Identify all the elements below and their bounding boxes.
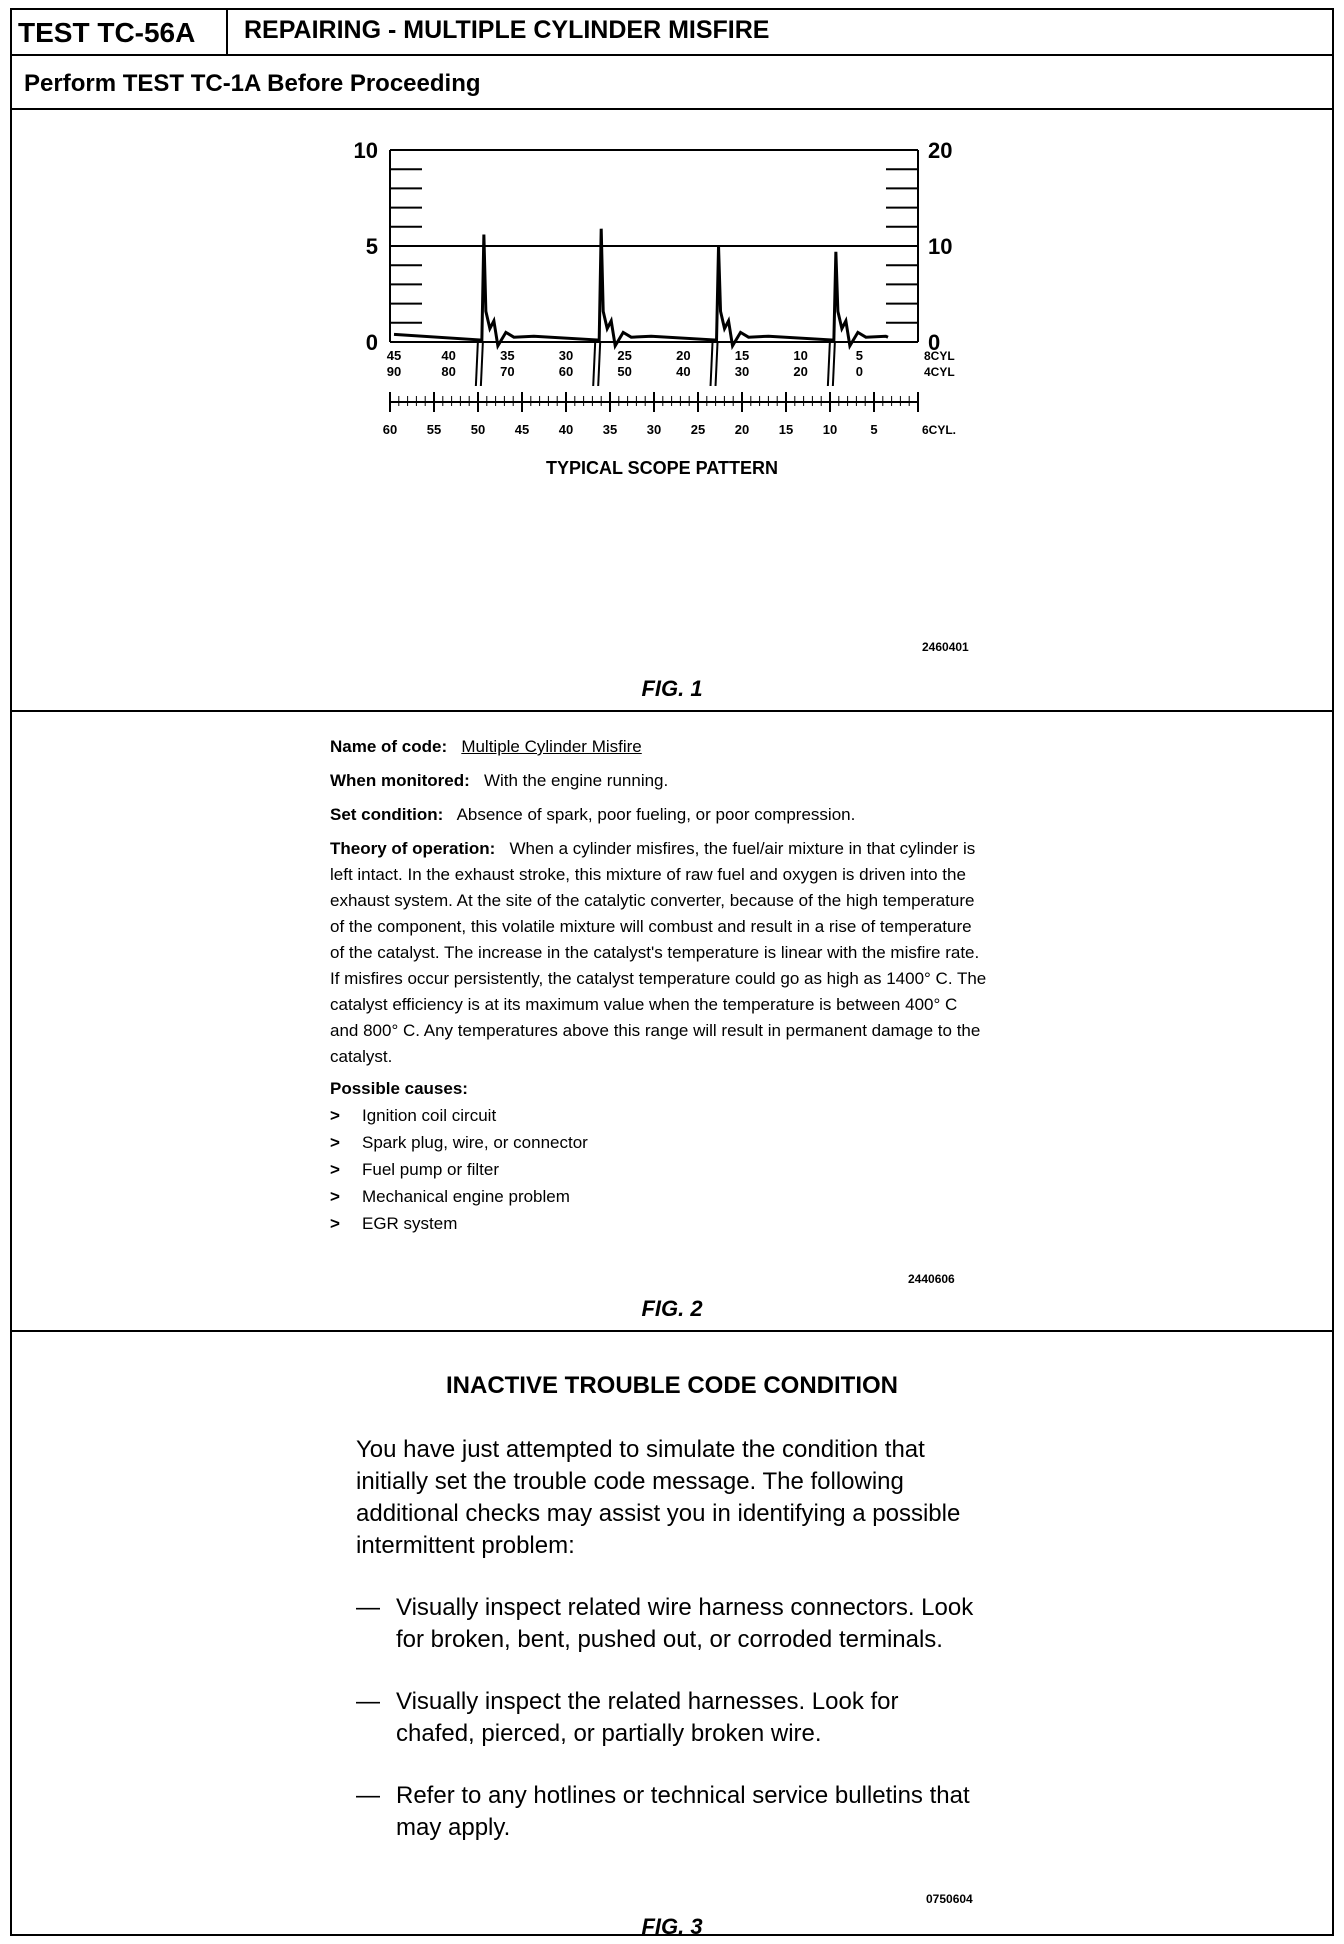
when-monitored-value: With the engine running. — [483, 771, 669, 790]
scale-6cyl-unit: 6CYL. — [922, 423, 957, 437]
scale-8cyl-label: 10 — [793, 348, 808, 363]
scale-4cyl-unit: 4CYL — [924, 365, 955, 379]
figure-2-panel — [12, 712, 1332, 1332]
figure-2-ref: 2440606 — [908, 1272, 955, 1286]
check-text: Visually inspect the related harnesses. Look for chafed, pierced, or partially broken wire. — [396, 1688, 899, 1747]
name-of-code-key: Name of code: — [330, 737, 448, 756]
scale-6cyl-label: 45 — [514, 422, 530, 437]
header-row — [12, 10, 1332, 56]
scale-marker — [716, 342, 718, 386]
check-text: Refer to any hotlines or technical service bulletins that may apply. — [396, 1782, 970, 1841]
possible-causes-heading — [330, 1076, 990, 1102]
figure-1-label: FIG. 1 — [641, 676, 703, 701]
scale-4cyl-label: 30 — [734, 364, 750, 379]
when-monitored-key: When monitored: — [330, 771, 470, 790]
scale-marker — [481, 342, 483, 386]
scale-8cyl-label: 5 — [855, 348, 863, 363]
scale-4cyl-label: 70 — [500, 364, 515, 379]
cause-item — [330, 1156, 990, 1183]
scale-6cyl-label: 20 — [734, 422, 750, 437]
cause-bullet: > — [330, 1133, 340, 1152]
check-item — [356, 1686, 976, 1750]
additional-checks-list — [356, 1592, 976, 1874]
cause-bullet: > — [330, 1214, 340, 1233]
y-tick-label-right: 0 — [928, 330, 941, 355]
theory-key: Theory of operation: — [330, 839, 496, 858]
figure-3-label: FIG. 3 — [641, 1914, 703, 1939]
prerequisite-row — [12, 56, 1332, 110]
scale-8cyl-label: 25 — [617, 348, 632, 363]
test-title: REPAIRING - MULTIPLE CYLINDER MISFIRE — [244, 16, 770, 44]
cause-bullet: > — [330, 1187, 340, 1206]
scale-8cyl-label: 20 — [676, 348, 691, 363]
cause-text: Spark plug, wire, or connector — [362, 1133, 588, 1152]
figure-2-label: FIG. 2 — [641, 1296, 703, 1321]
cause-item — [330, 1129, 990, 1156]
scale-4cyl-label: 60 — [558, 364, 574, 379]
check-dash: — — [356, 1782, 380, 1809]
inactive-intro: You have just attempted to simulate the condition that initially set the trouble code message. The following additional checks may assist you in identifying a possible intermittent problem: — [356, 1436, 961, 1559]
scale-6cyl-label: 35 — [602, 422, 618, 437]
when-monitored-line — [330, 768, 990, 794]
cause-text: Mechanical engine problem — [362, 1187, 570, 1206]
name-of-code-line — [330, 734, 990, 760]
scale-6cyl-label: 25 — [690, 422, 706, 437]
scale-8cyl-unit: 8CYL — [924, 349, 955, 363]
document-sheet — [10, 8, 1334, 1939]
y-tick-label-left: 0 — [365, 330, 378, 355]
scale-8cyl-label: 40 — [441, 348, 456, 363]
figure-1-panel — [12, 110, 1332, 712]
chart-title: TYPICAL SCOPE PATTERN — [545, 458, 779, 478]
y-tick-label-right: 10 — [928, 234, 953, 259]
y-tick-label-left: 10 — [353, 138, 378, 163]
scale-marker — [598, 342, 600, 386]
possible-causes-key: Possible causes: — [330, 1079, 468, 1098]
scale-marker — [711, 342, 713, 386]
set-condition-key: Set condition: — [330, 805, 444, 824]
set-condition-value: Absence of spark, poor fueling, or poor compression. — [456, 805, 856, 824]
scale-8cyl-label: 45 — [386, 348, 402, 363]
y-tick-label-right: 20 — [928, 138, 953, 163]
cause-text: Fuel pump or filter — [362, 1160, 499, 1179]
figure-1-ref: 2460401 — [922, 640, 969, 654]
y-tick-label-left: 5 — [365, 234, 378, 259]
scale-6cyl-label: 5 — [870, 422, 878, 437]
scale-6cyl-label: 50 — [470, 422, 486, 437]
scale-8cyl-label: 15 — [734, 348, 750, 363]
scale-8cyl-label: 35 — [500, 348, 515, 363]
theory-line — [330, 836, 990, 1070]
scale-marker — [828, 342, 830, 386]
cause-item — [330, 1183, 990, 1210]
scale-marker — [476, 342, 478, 386]
scale-4cyl-label: 50 — [617, 364, 632, 379]
scale-6cyl-label: 30 — [646, 422, 662, 437]
scale-marker — [593, 342, 595, 386]
set-condition-line — [330, 802, 990, 828]
cause-bullet: > — [330, 1106, 340, 1125]
scale-6cyl-label: 40 — [558, 422, 574, 437]
figure-3-panel — [12, 1332, 1332, 1939]
possible-causes-list — [330, 1102, 990, 1237]
scale-4cyl-label: 40 — [676, 364, 691, 379]
prerequisite-text: Perform TEST TC-1A Before Proceeding — [24, 70, 481, 97]
check-text: Visually inspect related wire harness connectors. Look for broken, bent, pushed out, or corroded terminals. — [396, 1594, 974, 1653]
scale-6cyl-label: 10 — [822, 422, 838, 437]
inactive-condition-title: INACTIVE TROUBLE CODE CONDITION — [445, 1372, 898, 1399]
scale-4cyl-label: 0 — [855, 364, 863, 379]
check-item — [356, 1592, 976, 1656]
scale-6cyl-label: 15 — [778, 422, 794, 437]
check-item — [356, 1780, 976, 1844]
test-id: TEST TC-56A — [12, 10, 228, 56]
scale-4cyl-label: 90 — [386, 364, 402, 379]
theory-value: When a cylinder misfires, the fuel/air mixture in that cylinder is left intact. In the exhaust stroke, this mixture of raw fuel and oxygen is driven into the exhaust system. At the site of the catalytic converter, because of the high temperature of the component, this volatile mixture will combust and result in a rise of temperature of the catalyst. The increase in the catalyst's temperature is linear with the misfire rate. If misfires occur persistently, the catalyst temperature could go as high as 1400° C. The catalyst efficiency is at its maximum value when the temperature is between 400° C and 800° C. Any temperatures above this range will result in permanent damage to the catalyst. — [330, 839, 987, 1066]
scale-marker — [833, 342, 835, 386]
check-dash: — — [356, 1688, 380, 1715]
scale-4cyl-label: 80 — [441, 364, 456, 379]
scale-4cyl-label: 20 — [793, 364, 808, 379]
figure-3-ref: 0750604 — [926, 1892, 973, 1906]
cause-text: EGR system — [362, 1214, 458, 1233]
scale-8cyl-label: 30 — [558, 348, 574, 363]
check-dash: — — [356, 1594, 380, 1621]
cause-bullet: > — [330, 1160, 340, 1179]
name-of-code-value: Multiple Cylinder Misfire — [461, 737, 642, 756]
code-info — [330, 734, 990, 1237]
cause-item — [330, 1102, 990, 1129]
scale-6cyl-label: 55 — [426, 422, 442, 437]
scope-pattern-chart — [12, 110, 1332, 710]
cause-text: Ignition coil circuit — [362, 1106, 497, 1125]
cause-item — [330, 1210, 990, 1237]
scale-6cyl-label: 60 — [382, 422, 398, 437]
